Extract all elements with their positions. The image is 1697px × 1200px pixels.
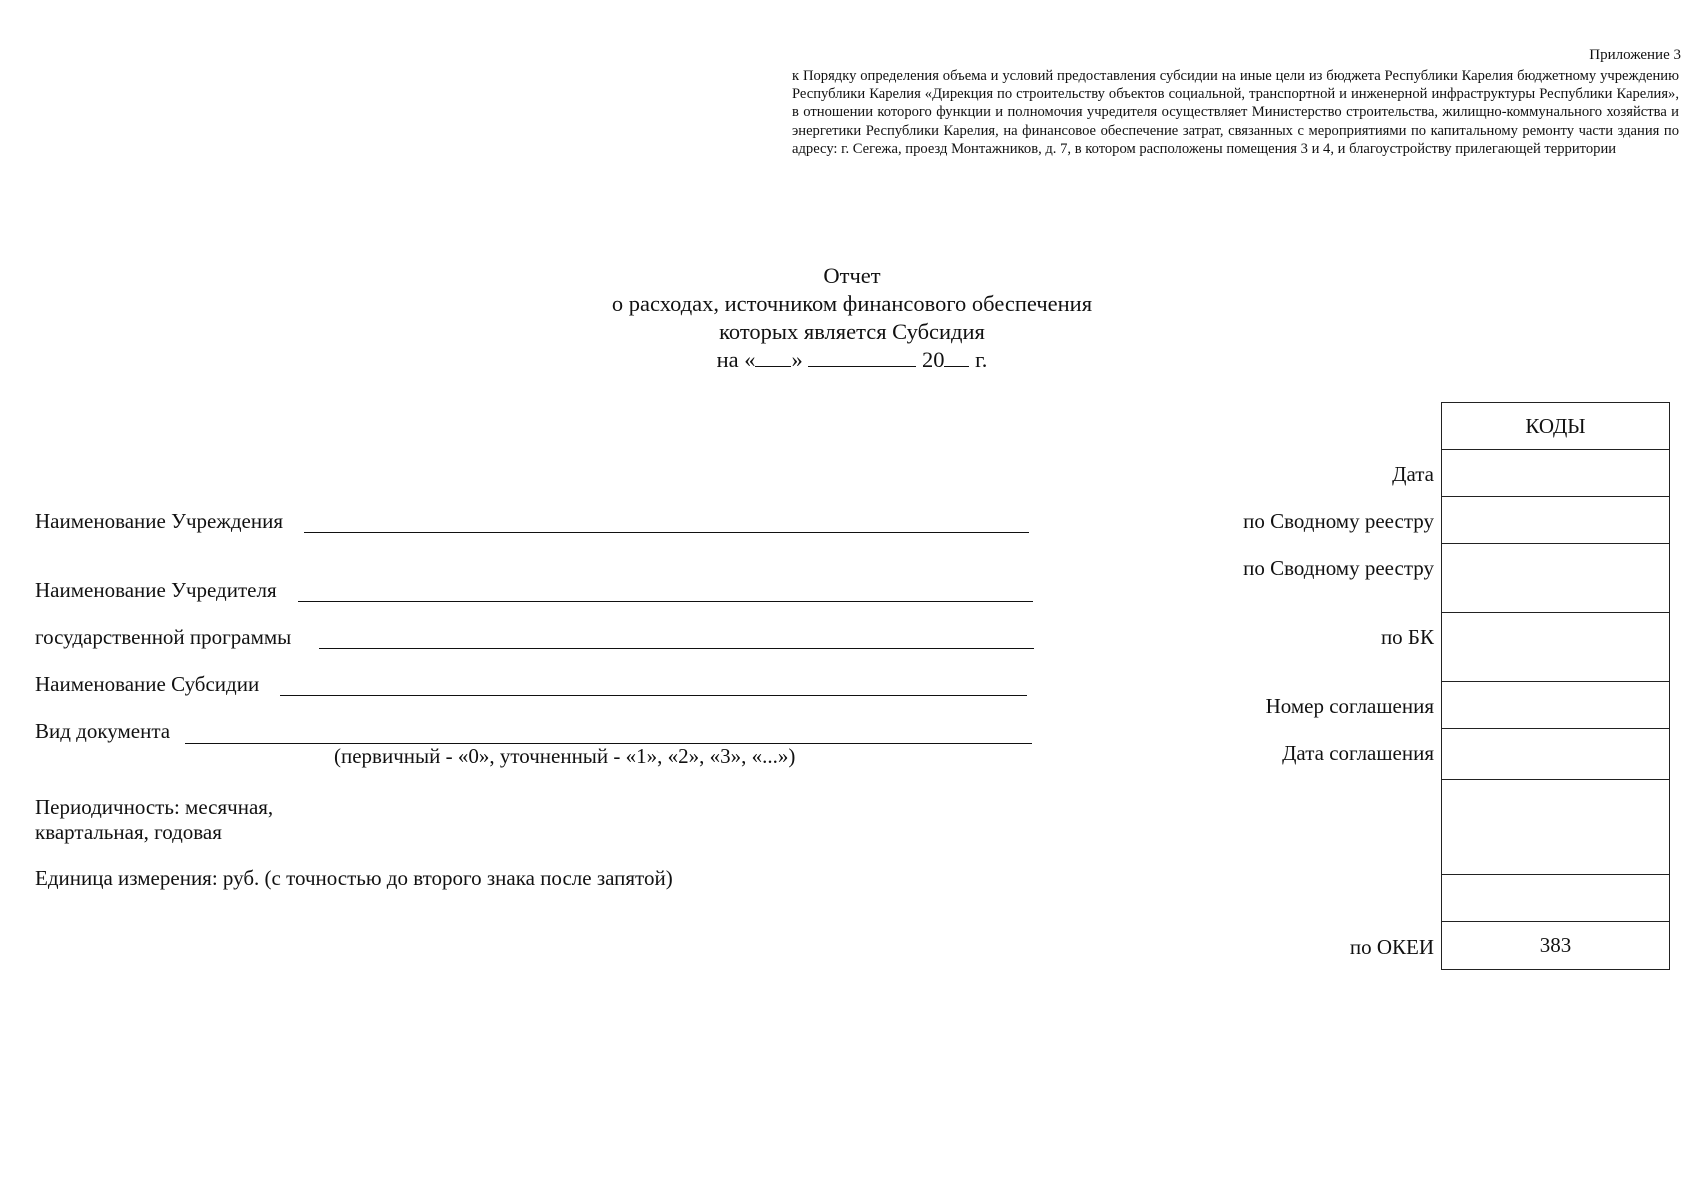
month-blank[interactable] bbox=[808, 347, 916, 367]
year-blank[interactable] bbox=[944, 347, 969, 367]
report-title: Отчет bbox=[823, 263, 881, 288]
doc-type-hint: (первичный - «0», уточненный - «1», «2», «3», «...») bbox=[334, 744, 796, 768]
annex-title: Приложение 3 bbox=[1589, 47, 1681, 63]
date-year-prefix: 20 bbox=[921, 347, 945, 372]
subsidy-label: Наименование Субсидии bbox=[35, 672, 260, 696]
codes-label-registry-1: по Сводному реестру bbox=[1243, 509, 1434, 533]
code-cell-registry-1[interactable] bbox=[1442, 497, 1669, 544]
code-cell-blank-2[interactable] bbox=[1442, 875, 1669, 922]
program-label: государственной программы bbox=[35, 625, 292, 649]
codes-label-date: Дата bbox=[1392, 462, 1434, 486]
codes-label-okei: по ОКЕИ bbox=[1349, 935, 1434, 959]
institution-line[interactable] bbox=[304, 532, 1029, 533]
code-cell-agreement-number[interactable] bbox=[1442, 682, 1669, 729]
periodicity-line1: Периодичность: месячная, bbox=[35, 795, 274, 819]
report-subtitle-line1: о расходах, источником финансового обеспечения bbox=[611, 291, 1093, 316]
codes-label-registry-2: по Сводному реестру bbox=[1243, 556, 1434, 580]
unit-of-measure: Единица измерения: руб. (с точностью до второго знака после запятой) bbox=[35, 866, 673, 890]
code-cell-bk[interactable] bbox=[1442, 613, 1669, 682]
report-date-line bbox=[717, 346, 988, 374]
founder-label: Наименование Учредителя bbox=[35, 578, 277, 602]
code-cell-agreement-date[interactable] bbox=[1442, 729, 1669, 780]
date-suffix: г. bbox=[975, 347, 988, 372]
day-blank[interactable] bbox=[755, 347, 791, 367]
annex-description: к Порядку определения объема и условий предоставления субсидии на иные цели из бюджета Республики Карелия бюджетному учреждению Республики Карелия «Дирекция по строительству объектов социальной, транспортной и инженерной инфраструктуры Республики Карелия», в отношении которого функции и полномочия учредителя осуществляет Министерство строительства, жилищно-коммунального хозяйства и энергетики Республики Карелия, на финансовое обеспечение затрат, связанных с мероприятиями по капитальному ремонту части здания по адресу: г. Сегежа, проезд Монтажников, д. 7, в котором расположены помещения 3 и 4, и благоустройству прилегающей территории bbox=[792, 68, 1679, 157]
codes-label-agreement-date: Дата соглашения bbox=[1282, 741, 1434, 765]
code-cell-registry-2[interactable] bbox=[1442, 544, 1669, 613]
date-mid: » bbox=[791, 347, 803, 372]
codes-label-bk: по БК bbox=[1380, 625, 1434, 649]
code-cell-blank-1[interactable] bbox=[1442, 780, 1669, 875]
codes-label-agreement-number: Номер соглашения bbox=[1265, 694, 1434, 718]
date-prefix: на « bbox=[716, 347, 756, 372]
periodicity bbox=[35, 795, 273, 845]
report-title-block bbox=[560, 262, 1144, 374]
code-cell-date[interactable] bbox=[1442, 450, 1669, 497]
doc-type-label: Вид документа bbox=[35, 719, 171, 743]
program-line[interactable] bbox=[319, 648, 1034, 649]
code-cell-okei: 383 bbox=[1539, 933, 1572, 957]
subsidy-line[interactable] bbox=[280, 695, 1027, 696]
founder-line[interactable] bbox=[298, 601, 1033, 602]
institution-label: Наименование Учреждения bbox=[35, 509, 283, 533]
periodicity-line2: квартальная, годовая bbox=[35, 820, 222, 844]
codes-header: КОДЫ bbox=[1442, 403, 1669, 450]
codes-table bbox=[1441, 402, 1670, 970]
report-subtitle-line2: которых является Субсидия bbox=[719, 319, 985, 344]
